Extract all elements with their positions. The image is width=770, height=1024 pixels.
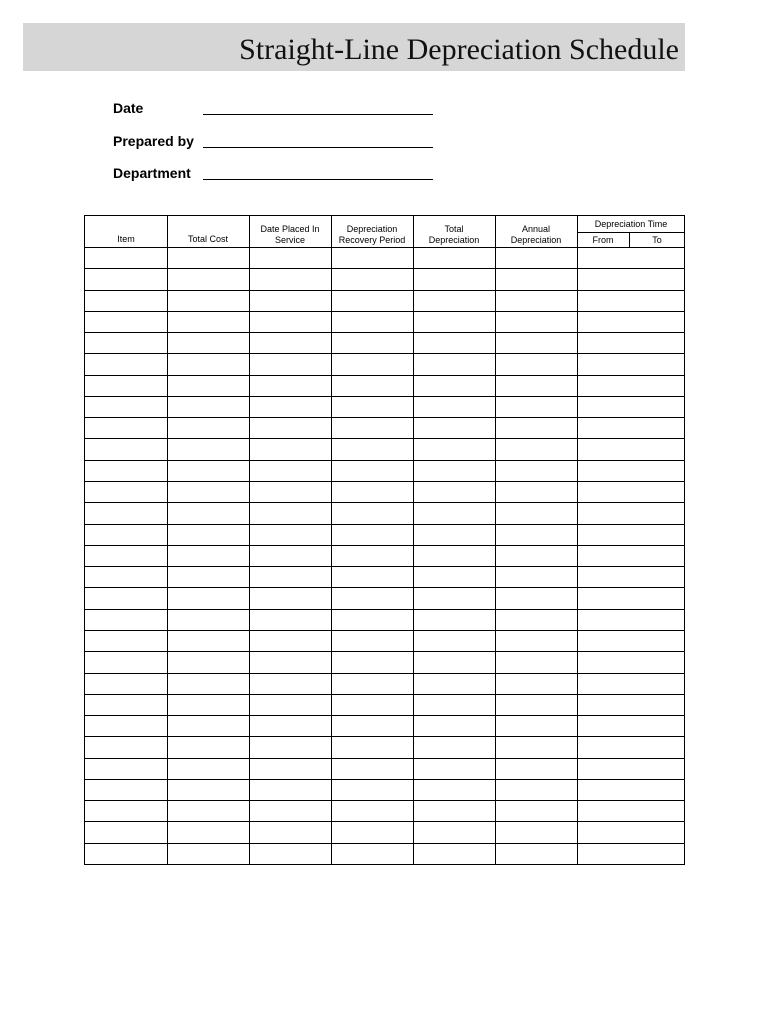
table-cell[interactable]	[578, 716, 684, 735]
table-cell[interactable]	[332, 503, 412, 522]
group-header-divider	[577, 232, 684, 233]
table-cell[interactable]	[578, 503, 684, 522]
table-cell[interactable]	[578, 525, 684, 544]
table-cell[interactable]	[578, 418, 684, 437]
table-cell[interactable]	[86, 397, 166, 416]
table-cell[interactable]	[332, 291, 412, 310]
table-cell[interactable]	[496, 780, 576, 799]
table-cell[interactable]	[578, 354, 684, 373]
table-cell[interactable]	[578, 482, 684, 501]
table-cell[interactable]	[332, 759, 412, 778]
table-cell[interactable]	[86, 844, 166, 863]
table-cell[interactable]	[578, 822, 684, 841]
table-cell[interactable]	[332, 333, 412, 352]
table-cell[interactable]	[496, 546, 576, 565]
table-cell[interactable]	[168, 737, 248, 756]
header-recovery-period-line1: Depreciation	[346, 224, 398, 234]
table-cell[interactable]	[168, 674, 248, 693]
table-cell[interactable]	[168, 525, 248, 544]
table-cell[interactable]	[496, 397, 576, 416]
table-cell[interactable]	[250, 461, 330, 480]
table-cell[interactable]	[414, 333, 494, 352]
table-cell[interactable]	[332, 652, 412, 671]
table-cell[interactable]	[332, 674, 412, 693]
table-cell[interactable]	[86, 354, 166, 373]
table-cell[interactable]	[332, 631, 412, 650]
table-cell[interactable]	[332, 567, 412, 586]
table-cell[interactable]	[578, 844, 684, 863]
table-cell[interactable]	[332, 525, 412, 544]
table-cell[interactable]	[332, 248, 412, 267]
table-cell[interactable]	[578, 312, 684, 331]
table-cell[interactable]	[250, 759, 330, 778]
table-cell[interactable]	[168, 567, 248, 586]
table-cell[interactable]	[578, 652, 684, 671]
table-cell[interactable]	[86, 759, 166, 778]
table-cell[interactable]	[168, 397, 248, 416]
table-cell[interactable]	[496, 376, 576, 395]
table-cell[interactable]	[250, 567, 330, 586]
table-cell[interactable]	[414, 439, 494, 458]
table-cell[interactable]	[496, 759, 576, 778]
table-cell[interactable]	[250, 610, 330, 629]
table-cell[interactable]	[332, 439, 412, 458]
table-cell[interactable]	[86, 801, 166, 820]
table-cell[interactable]	[250, 269, 330, 288]
header-total-cost: Total Cost	[187, 234, 229, 244]
table-cell[interactable]	[168, 482, 248, 501]
table-cell[interactable]	[578, 546, 684, 565]
table-cell[interactable]	[414, 376, 494, 395]
table-cell[interactable]	[168, 716, 248, 735]
table-cell[interactable]	[168, 610, 248, 629]
table-cell[interactable]	[250, 248, 330, 267]
table-cell[interactable]	[250, 376, 330, 395]
table-cell[interactable]	[250, 652, 330, 671]
table-cell[interactable]	[578, 248, 684, 267]
table-cell[interactable]	[414, 567, 494, 586]
table-cell[interactable]	[578, 631, 684, 650]
table-cell[interactable]	[86, 312, 166, 331]
table-cell[interactable]	[168, 631, 248, 650]
table-cell[interactable]	[250, 822, 330, 841]
header-recovery-period-line2: Recovery Period	[338, 235, 406, 245]
table-cell[interactable]	[496, 291, 576, 310]
table-cell[interactable]	[250, 482, 330, 501]
table-cell[interactable]	[168, 376, 248, 395]
table-cell[interactable]	[250, 525, 330, 544]
table-cell[interactable]	[250, 503, 330, 522]
table-cell[interactable]	[332, 716, 412, 735]
table-cell[interactable]	[496, 737, 576, 756]
header-total-depreciation-line1: Total	[444, 224, 464, 234]
table-cell[interactable]	[496, 525, 576, 544]
prepared-by-blank-line[interactable]	[203, 147, 433, 148]
table-cell[interactable]	[578, 695, 684, 714]
table-cell[interactable]	[578, 333, 684, 352]
table-cell[interactable]	[496, 248, 576, 267]
table-cell[interactable]	[86, 674, 166, 693]
table-cell[interactable]	[250, 418, 330, 437]
header-to: To	[652, 235, 662, 245]
table-cell[interactable]	[414, 801, 494, 820]
table-cell[interactable]	[414, 631, 494, 650]
header-depreciation-time: Depreciation Time	[594, 219, 668, 229]
table-cell[interactable]	[168, 248, 248, 267]
table-cell[interactable]	[250, 439, 330, 458]
table-cell[interactable]	[578, 567, 684, 586]
table-cell[interactable]	[250, 397, 330, 416]
table-cell[interactable]	[86, 737, 166, 756]
date-label: Date	[113, 100, 144, 116]
table-cell[interactable]	[168, 418, 248, 437]
table-cell[interactable]	[578, 588, 684, 607]
table-cell[interactable]	[578, 376, 684, 395]
table-cell[interactable]	[414, 822, 494, 841]
table-cell[interactable]	[414, 354, 494, 373]
table-cell[interactable]	[332, 418, 412, 437]
table-cell[interactable]	[168, 333, 248, 352]
table-cell[interactable]	[414, 695, 494, 714]
table-cell[interactable]	[496, 482, 576, 501]
table-cell[interactable]	[496, 439, 576, 458]
table-cell[interactable]	[250, 716, 330, 735]
table-cell[interactable]	[578, 439, 684, 458]
table-cell[interactable]	[86, 461, 166, 480]
table-cell[interactable]	[332, 269, 412, 288]
table-cell[interactable]	[332, 610, 412, 629]
page-title: Straight-Line Depreciation Schedule	[239, 33, 679, 66]
header-date-placed-line1: Date Placed In	[260, 224, 320, 234]
table-cell[interactable]	[414, 269, 494, 288]
table-cell[interactable]	[578, 397, 684, 416]
table-cell[interactable]	[414, 503, 494, 522]
table-cell[interactable]	[86, 376, 166, 395]
table-cell[interactable]	[496, 567, 576, 586]
table-cell[interactable]	[496, 822, 576, 841]
table-cell[interactable]	[168, 822, 248, 841]
table-cell[interactable]	[250, 546, 330, 565]
date-blank-line[interactable]	[203, 114, 433, 115]
table-cell[interactable]	[168, 780, 248, 799]
table-cell[interactable]	[414, 482, 494, 501]
table-cell[interactable]	[332, 844, 412, 863]
table-cell[interactable]	[414, 780, 494, 799]
table-cell[interactable]	[168, 312, 248, 331]
table-cell[interactable]	[86, 291, 166, 310]
title-bar	[23, 23, 685, 71]
table-cell[interactable]	[332, 354, 412, 373]
table-cell[interactable]	[578, 737, 684, 756]
table-cell[interactable]	[250, 333, 330, 352]
table-cell[interactable]	[414, 397, 494, 416]
table-cell[interactable]	[496, 674, 576, 693]
table-cell[interactable]	[578, 801, 684, 820]
table-cell[interactable]	[86, 610, 166, 629]
header-annual-depreciation-line1: Annual	[521, 224, 551, 234]
depreciation-table	[84, 215, 685, 865]
table-cell[interactable]	[414, 291, 494, 310]
table-cell[interactable]	[86, 269, 166, 288]
table-cell[interactable]	[414, 546, 494, 565]
table-cell[interactable]	[86, 546, 166, 565]
table-cell[interactable]	[86, 567, 166, 586]
table-cell[interactable]	[250, 801, 330, 820]
table-cell[interactable]	[168, 546, 248, 565]
table-cell[interactable]	[332, 822, 412, 841]
table-cell[interactable]	[496, 716, 576, 735]
table-cell[interactable]	[414, 610, 494, 629]
table-cell[interactable]	[250, 674, 330, 693]
header-annual-depreciation-line2: Depreciation	[510, 235, 562, 245]
table-cell[interactable]	[86, 525, 166, 544]
table-cell[interactable]	[578, 461, 684, 480]
table-cell[interactable]	[250, 695, 330, 714]
table-cell[interactable]	[496, 333, 576, 352]
table-cell[interactable]	[86, 503, 166, 522]
table-cell[interactable]	[414, 716, 494, 735]
table-cell[interactable]	[496, 461, 576, 480]
table-cell[interactable]	[168, 503, 248, 522]
table-cell[interactable]	[496, 269, 576, 288]
table-cell[interactable]	[332, 376, 412, 395]
table-cell[interactable]	[578, 759, 684, 778]
table-cell[interactable]	[168, 588, 248, 607]
table-cell[interactable]	[86, 652, 166, 671]
table-cell[interactable]	[578, 269, 684, 288]
table-cell[interactable]	[168, 652, 248, 671]
table-cell[interactable]	[578, 610, 684, 629]
table-cell[interactable]	[414, 737, 494, 756]
table-cell[interactable]	[250, 354, 330, 373]
table-cell[interactable]	[86, 439, 166, 458]
table-cell[interactable]	[86, 780, 166, 799]
department-label: Department	[113, 165, 191, 181]
table-cell[interactable]	[332, 397, 412, 416]
table-cell[interactable]	[250, 737, 330, 756]
table-cell[interactable]	[332, 482, 412, 501]
header-item: Item	[117, 234, 135, 244]
table-cell[interactable]	[332, 588, 412, 607]
table-cell[interactable]	[168, 801, 248, 820]
table-cell[interactable]	[496, 418, 576, 437]
table-cell[interactable]	[250, 844, 330, 863]
table-cell[interactable]	[332, 546, 412, 565]
table-cell[interactable]	[414, 312, 494, 331]
table-cell[interactable]	[332, 695, 412, 714]
table-cell[interactable]	[414, 248, 494, 267]
table-cell[interactable]	[414, 674, 494, 693]
table-cell[interactable]	[578, 291, 684, 310]
table-cell[interactable]	[168, 291, 248, 310]
table-cell[interactable]	[250, 588, 330, 607]
table-cell[interactable]	[168, 439, 248, 458]
table-cell[interactable]	[332, 780, 412, 799]
table-cell[interactable]	[86, 695, 166, 714]
table-cell[interactable]	[496, 610, 576, 629]
table-cell[interactable]	[86, 418, 166, 437]
table-cell[interactable]	[414, 759, 494, 778]
table-cell[interactable]	[86, 333, 166, 352]
table-cell[interactable]	[168, 269, 248, 288]
table-cell[interactable]	[86, 588, 166, 607]
table-cell[interactable]	[496, 844, 576, 863]
table-cell[interactable]	[496, 801, 576, 820]
table-cell[interactable]	[332, 461, 412, 480]
prepared-by-label: Prepared by	[113, 133, 194, 149]
table-cell[interactable]	[496, 503, 576, 522]
table-cell[interactable]	[414, 652, 494, 671]
table-cell[interactable]	[250, 631, 330, 650]
table-cell[interactable]	[578, 780, 684, 799]
table-cell[interactable]	[250, 291, 330, 310]
table-cell[interactable]	[414, 588, 494, 607]
table-cell[interactable]	[578, 674, 684, 693]
table-cell[interactable]	[250, 780, 330, 799]
header-total-depreciation-line2: Depreciation	[428, 235, 480, 245]
table-cell[interactable]	[496, 588, 576, 607]
table-cell[interactable]	[86, 248, 166, 267]
table-cell[interactable]	[414, 461, 494, 480]
table-cell[interactable]	[86, 631, 166, 650]
table-cell[interactable]	[332, 737, 412, 756]
table-cell[interactable]	[414, 418, 494, 437]
table-cell[interactable]	[332, 312, 412, 331]
table-cell[interactable]	[250, 312, 330, 331]
table-cell[interactable]	[168, 461, 248, 480]
table-cell[interactable]	[86, 482, 166, 501]
table-cell[interactable]	[86, 822, 166, 841]
header-date-placed-line2: Service	[274, 235, 305, 245]
table-cell[interactable]	[414, 525, 494, 544]
table-cell[interactable]	[168, 844, 248, 863]
table-cell[interactable]	[168, 759, 248, 778]
table-cell[interactable]	[168, 354, 248, 373]
table-cell[interactable]	[332, 801, 412, 820]
table-cell[interactable]	[496, 312, 576, 331]
table-cell[interactable]	[86, 716, 166, 735]
table-cell[interactable]	[168, 695, 248, 714]
table-cell[interactable]	[496, 652, 576, 671]
table-cell[interactable]	[496, 631, 576, 650]
table-cell[interactable]	[496, 695, 576, 714]
table-cell[interactable]	[414, 844, 494, 863]
table-cell[interactable]	[496, 354, 576, 373]
header-from: From	[592, 235, 614, 245]
department-blank-line[interactable]	[203, 179, 433, 180]
